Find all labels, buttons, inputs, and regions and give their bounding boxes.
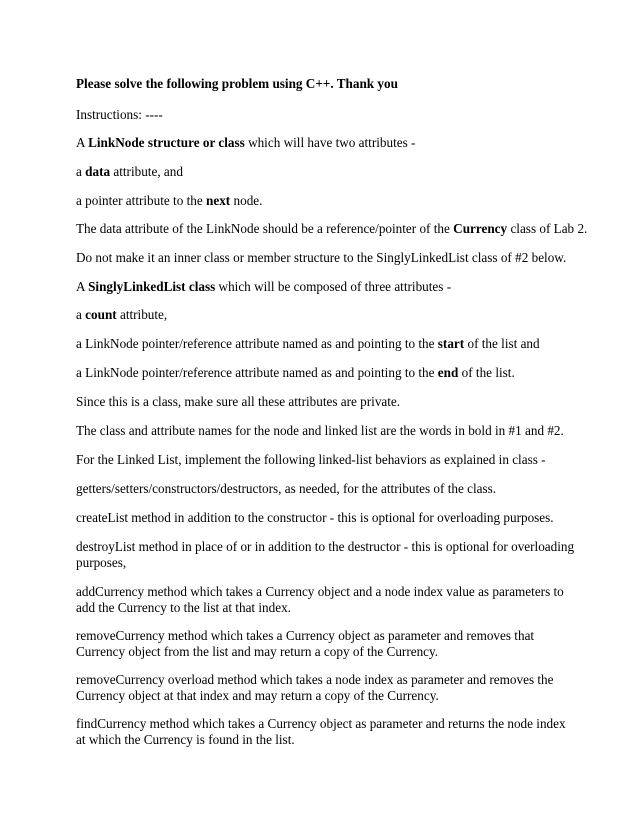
- text: findCurrency method which takes a Currency object as parameter and returns the node index at which the Currency is found in the list.: [76, 716, 566, 747]
- item-singlylinkedlist: [76, 279, 576, 295]
- text: Since this is a class, make sure all these attributes are private.: [76, 394, 401, 409]
- text: createList method in addition to the constructor - this is optional for overloading purposes.: [76, 510, 554, 525]
- text: which will be composed of three attributes -: [215, 279, 452, 294]
- item-count-attribute: [76, 307, 576, 323]
- paragraph-not-inner-class: [76, 250, 576, 266]
- text: A: [76, 279, 89, 294]
- text-bold: LinkNode structure or class: [88, 135, 245, 150]
- instructions-label: [76, 107, 576, 123]
- text: The data attribute of the LinkNode should be a reference/pointer of the: [76, 221, 454, 236]
- text-bold: end: [437, 365, 459, 380]
- text: a: [76, 307, 86, 322]
- paragraph-findcurrency: [76, 716, 576, 748]
- text: which will have two attributes -: [244, 135, 416, 150]
- item-linknode: [76, 135, 576, 151]
- paragraph-data-currency: [76, 221, 588, 237]
- item-end-attribute: [76, 365, 576, 381]
- paragraph-removecurrency: [76, 628, 576, 660]
- text-bold: start: [437, 336, 465, 351]
- text: A: [76, 135, 89, 150]
- item-start-attribute: [76, 336, 576, 352]
- text: getters/setters/constructors/destructors, as needed, for the attributes of the class.: [76, 481, 497, 496]
- paragraph-bold-names: [76, 423, 576, 439]
- text: a LinkNode pointer/reference attribute named as and pointing to the: [76, 365, 438, 380]
- text-bold: Currency: [453, 221, 508, 236]
- text: class of Lab 2.: [507, 221, 588, 236]
- text: For the Linked List, implement the following linked-list behaviors as explained in class -: [76, 452, 546, 467]
- text-bold: count: [85, 307, 117, 322]
- text: attribute, and: [110, 164, 183, 179]
- item-next-attribute: [76, 193, 576, 209]
- text-bold: SinglyLinkedList class: [88, 279, 216, 294]
- paragraph-getters-setters: [76, 481, 576, 497]
- text: Do not make it an inner class or member structure to the SinglyLinkedList class of #2 below.: [76, 250, 567, 265]
- text: destroyList method in place of or in addition to the destructor - this is optional for overloading purposes,: [76, 539, 575, 570]
- text: removeCurrency method which takes a Currency object as parameter and removes that Currency object from the list and may return a copy of the Currency.: [76, 628, 535, 659]
- text: a LinkNode pointer/reference attribute named as and pointing to the: [76, 336, 438, 351]
- text-bold: next: [206, 193, 231, 208]
- paragraph-destroylist: [76, 539, 576, 571]
- text: a pointer attribute to the: [76, 193, 207, 208]
- paragraph-private: [76, 394, 576, 410]
- text: removeCurrency overload method which takes a node index as parameter and removes the Currency object at that index and may return a copy of the Currency.: [76, 672, 554, 703]
- text-bold: Please solve the following problem using C++. Thank you: [76, 76, 398, 91]
- text-bold: data: [85, 164, 111, 179]
- paragraph-removecurrency-overload: [76, 672, 576, 704]
- text: a: [76, 164, 86, 179]
- paragraph-createlist: [76, 510, 576, 526]
- text: The class and attribute names for the node and linked list are the words in bold in #1 and #2.: [76, 423, 564, 438]
- item-data-attribute: [76, 164, 576, 180]
- text: node.: [230, 193, 263, 208]
- text: of the list and: [464, 336, 540, 351]
- paragraph-behaviors-intro: [76, 452, 576, 468]
- heading-request: [76, 76, 576, 92]
- text: addCurrency method which takes a Currency object and a node index value as parameters to add the Currency to the list at that index.: [76, 584, 564, 615]
- text: Instructions: ----: [76, 107, 163, 122]
- text: attribute,: [116, 307, 168, 322]
- text: of the list.: [458, 365, 515, 380]
- paragraph-addcurrency: [76, 584, 576, 616]
